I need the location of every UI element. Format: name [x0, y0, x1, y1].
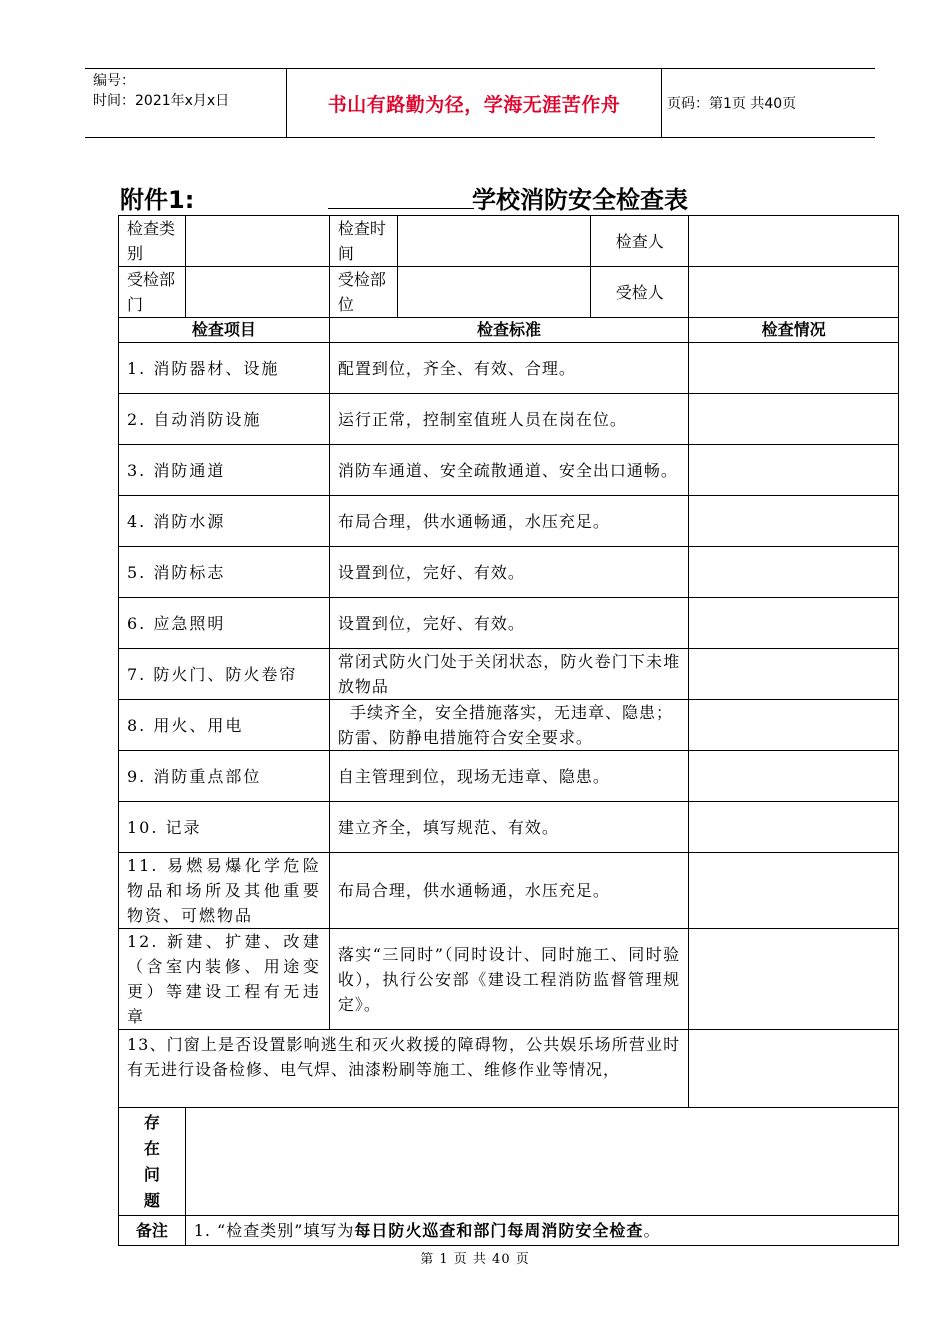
remarks-text	[185, 1216, 898, 1246]
col-standard-header: 检查标准	[329, 318, 688, 343]
row-status-field[interactable]	[689, 853, 899, 929]
row-item: 7. 防火门、防火卷帘	[119, 649, 330, 700]
row-status-field[interactable]	[689, 802, 899, 853]
row13-status-field[interactable]	[689, 1030, 899, 1108]
document-header	[85, 68, 875, 138]
row-status-field[interactable]	[689, 496, 899, 547]
code-label: 编号：	[93, 73, 135, 89]
attachment-label: 附件1:	[120, 186, 195, 214]
row-item: 3. 消防通道	[119, 445, 330, 496]
remarks-label: 备注	[119, 1216, 186, 1246]
table-row	[119, 751, 899, 802]
school-name-blank	[328, 180, 474, 209]
row-item: 8. 用火、用电	[119, 700, 330, 751]
remarks-prefix: 1. “检查类别”填写为	[193, 1221, 355, 1240]
row-standard: 设置到位，完好、有效。	[329, 547, 688, 598]
info-row-2	[119, 267, 899, 318]
row-standard: 设置到位，完好、有效。	[329, 598, 688, 649]
row-standard: 运行正常，控制室值班人员在岗在位。	[329, 394, 688, 445]
row-standard: 常闭式防火门处于关闭状态，防火卷门下未堆放物品	[329, 649, 688, 700]
remarks-suffix: 。	[643, 1221, 661, 1240]
col-item-header: 检查项目	[119, 318, 330, 343]
table-row-13	[119, 1030, 899, 1108]
row-standard: 配置到位，齐全、有效、合理。	[329, 343, 688, 394]
row-item: 9. 消防重点部位	[119, 751, 330, 802]
row-status-field[interactable]	[689, 751, 899, 802]
category-field[interactable]	[185, 216, 329, 267]
table-row	[119, 649, 899, 700]
time-label: 检查时间	[329, 216, 397, 267]
category-label: 检查类别	[119, 216, 186, 267]
department-field[interactable]	[185, 267, 329, 318]
row-standard: 建立齐全，填写规范、有效。	[329, 802, 688, 853]
row-standard: 落实“三同时”（同时设计、同时施工、同时验收），执行公安部《建设工程消防监督管理规定》。	[329, 929, 688, 1030]
row-status-field[interactable]	[689, 394, 899, 445]
time-label: 时间：2021年x月x日	[93, 93, 230, 109]
info-row-1	[119, 216, 899, 267]
row-status-field[interactable]	[689, 598, 899, 649]
row-item: 1. 消防器材、设施	[119, 343, 330, 394]
row-standard: 布局合理，供水通畅通，水压充足。	[329, 853, 688, 929]
row-standard: 布局合理，供水通畅通，水压充足。	[329, 496, 688, 547]
table-row	[119, 343, 899, 394]
remarks-row	[119, 1216, 899, 1246]
row-status-field[interactable]	[689, 649, 899, 700]
location-field[interactable]	[397, 267, 591, 318]
inspection-table	[118, 215, 899, 1246]
table-row	[119, 853, 899, 929]
row-status-field[interactable]	[689, 929, 899, 1030]
row-status-field[interactable]	[689, 445, 899, 496]
header-page-info: 页码：第1页 共40页	[667, 96, 797, 112]
header-motto: 书山有路勤为径，学海无涯苦作舟	[286, 69, 662, 137]
title-text: 学校消防安全检查表	[472, 186, 688, 214]
header-meta	[93, 71, 283, 111]
row-item: 5. 消防标志	[119, 547, 330, 598]
table-row	[119, 445, 899, 496]
row-status-field[interactable]	[689, 547, 899, 598]
inspector-label: 检查人	[591, 216, 689, 267]
row-item: 6. 应急照明	[119, 598, 330, 649]
column-header-row	[119, 318, 899, 343]
row-item: 12. 新建、扩建、改建（含室内装修、用途变更）等建设工程有无违章	[119, 929, 330, 1030]
col-status-header: 检查情况	[689, 318, 899, 343]
table-row	[119, 547, 899, 598]
table-row	[119, 700, 899, 751]
row-standard: 消防车通道、安全疏散通道、安全出口通畅。	[329, 445, 688, 496]
document-title	[120, 176, 880, 216]
problems-field[interactable]	[185, 1108, 898, 1216]
row-standard: 自主管理到位，现场无违章、隐患。	[329, 751, 688, 802]
row-item: 4. 消防水源	[119, 496, 330, 547]
row-standard: 手续齐全，安全措施落实，无违章、隐患；防雷、防静电措施符合安全要求。	[329, 700, 688, 751]
row13-text: 13、门窗上是否设置影响逃生和灭火救援的障碍物，公共娱乐场所营业时有无进行设备检修、电气焊、油漆粉刷等施工、维修作业等情况，	[119, 1030, 689, 1108]
remarks-bold: 每日防火巡查和部门每周消防安全检查	[354, 1221, 644, 1240]
problems-row	[119, 1108, 899, 1216]
row-item: 11. 易燃易爆化学危险物品和场所及其他重要物资、可燃物品	[119, 853, 330, 929]
department-label: 受检部门	[119, 267, 186, 318]
table-row	[119, 496, 899, 547]
table-row	[119, 802, 899, 853]
row-status-field[interactable]	[689, 343, 899, 394]
time-field[interactable]	[397, 216, 591, 267]
inspectee-label: 受检人	[591, 267, 689, 318]
inspector-field[interactable]	[689, 216, 899, 267]
page-footer: 第 1 页 共 40 页	[420, 1252, 530, 1267]
problems-label: 存 在 问 题	[119, 1108, 186, 1216]
table-row	[119, 394, 899, 445]
inspectee-field[interactable]	[689, 267, 899, 318]
table-row	[119, 929, 899, 1030]
location-label: 受检部位	[329, 267, 397, 318]
row-item: 2. 自动消防设施	[119, 394, 330, 445]
row-status-field[interactable]	[689, 700, 899, 751]
row-item: 10. 记录	[119, 802, 330, 853]
table-row	[119, 598, 899, 649]
